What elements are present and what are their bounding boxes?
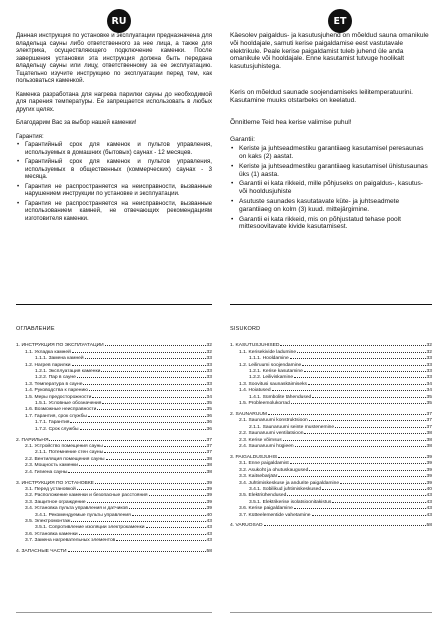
toc-entry-title: 3.3. Защитное ограждение [25, 499, 86, 505]
toc-entry-title: 3.1. Enne paigaldamist [239, 461, 289, 467]
et-table-of-contents [230, 326, 432, 530]
et-guarantee-item: • Keriste ja juhtseadmestiku garantiiaeg kasutamisel peresaunas on kaks (2) aastat. [230, 145, 432, 161]
toc-page-number: 37 [426, 418, 432, 424]
et-guarantee-item: • Keriste ja juhtseadmestiku garantiiaeg kasutamisel ühistusaunas üks (1) aasta. [230, 163, 432, 179]
toc-entry-title: 2.4. Гигиена сауны [25, 469, 68, 475]
toc-page-number: 39 [426, 467, 432, 473]
toc-page-number: 33 [426, 362, 432, 368]
toc-dot-leader [149, 495, 206, 496]
ru-guarantee-list [16, 141, 212, 222]
ru-intro-paragraph: Данная инструкция по установке и эксплуатации предназначена для владельца сауны либо ответственного за нее лица, а также для электрика, осуществляющего подключение каменки. После завершения установки эта инструкция должна быть передана владельцу сауны или лицу, ответственному за ее эксплуатацию. Тщательно изучите инструкцию по эксплуатации перед тем, как пользоваться каменкой. [16, 32, 212, 84]
toc-dot-leader [280, 345, 425, 346]
toc-dot-leader [312, 515, 426, 516]
toc-entry-title: 3.7. Замена нагревательных элементов [25, 538, 116, 544]
toc-dot-leader [287, 495, 425, 496]
toc-entry-title: 2.2. Saunaruumi ventilatsioon [239, 431, 304, 437]
toc-page-number: 32 [426, 349, 432, 355]
toc-dot-leader [92, 397, 205, 398]
toc-dot-leader [116, 540, 205, 541]
toc-dot-leader [70, 422, 205, 423]
toc-entry-title: 1.5. Меры предосторожности [25, 394, 92, 400]
toc-entry-title: 1.7. Гарантия, срок службы [25, 413, 87, 419]
ru-toc-entry[interactable] [16, 549, 212, 555]
toc-page-number: 39 [206, 486, 212, 492]
toc-entry-title: 4. ЗАПАСНЫЕ ЧАСТИ [16, 549, 67, 555]
toc-dot-leader [106, 459, 206, 460]
toc-entry-title: 1.4.1. Sümbolite tähendused [249, 394, 312, 400]
ru-section-divider [16, 304, 212, 305]
toc-entry-title: 2.1.1. Saunaruumi seinte mustenemine [249, 424, 335, 430]
toc-dot-leader [278, 476, 425, 477]
toc-page-number: 58 [206, 549, 212, 555]
ru-guarantee-item: • Гарантия не распространяется на неисправности, вызванные нарушением инструкции по установке и эксплуатации. [16, 183, 212, 198]
toc-entry-title: 3.6. Установка каменки [25, 531, 78, 537]
toc-page-number: 33 [206, 381, 212, 387]
toc-entry-title: 2.3. Kerise võimsus [239, 437, 282, 443]
et-guarantee-item: • Garantii ei kata rikkeid, mille põhjuseks on paigaldus-, kasutus- või hooldusjuhiste [230, 180, 432, 196]
toc-page-number: 39 [206, 499, 212, 505]
toc-entry-title: 1.3. Температура в сауне [25, 381, 83, 387]
toc-entry-title: 1.1.1. Hooldamine [249, 356, 289, 362]
toc-dot-leader [309, 420, 426, 421]
toc-dot-leader [340, 483, 426, 484]
toc-page-number: 38 [426, 444, 432, 449]
toc-entry-title: 1. KASUTUSJUHISED [230, 343, 280, 349]
toc-dot-leader [290, 358, 426, 359]
toc-page-number: 36 [206, 426, 212, 432]
toc-dot-leader [85, 358, 206, 359]
toc-dot-leader [335, 427, 425, 428]
toc-entry-title: 1.2. Нагрев парилки [25, 362, 71, 368]
toc-dot-leader [290, 463, 426, 464]
toc-page-number: 39 [206, 493, 212, 499]
toc-page-number: 43 [206, 531, 212, 537]
toc-entry-title: 2.4. Saunaruumi hügieen [239, 444, 294, 449]
toc-page-number: 37 [206, 450, 212, 456]
toc-page-number: 32 [426, 343, 432, 349]
toc-entry-title: 1.4. Руководства к парению [25, 388, 88, 394]
toc-page-number: 43 [206, 538, 212, 544]
et-guarantee-item: • Asutuste saunades kasutatavate küte- ja juhtseadmete garantiiaeg on kolm (3) kuud. mittejärgimine. [230, 198, 432, 214]
toc-dot-leader [102, 403, 205, 404]
toc-dot-leader [268, 414, 426, 415]
toc-entry-title: 1.1. Укладка камней [25, 349, 71, 355]
toc-entry-title: 4. VARUOSAD [230, 523, 263, 529]
et-guarantee-title: Garantii: [230, 136, 255, 144]
ru-guarantee-item: • Гарантия не распространяется на неисправности, вызванные использованием камней, не отвечающих рекомендациям изготовителя каменки. [16, 200, 212, 223]
toc-entry-title: 1.7.2. Срок службы [35, 426, 79, 432]
toc-page-number: 39 [206, 506, 212, 512]
toc-entry-title: 3.4.1. Sobilikud juhtimiskeskused [249, 486, 322, 492]
toc-page-number: 35 [206, 407, 212, 413]
toc-page-number: 38 [426, 437, 432, 443]
toc-dot-leader [101, 371, 205, 372]
toc-page-number: 33 [206, 362, 212, 368]
toc-dot-leader [68, 551, 206, 552]
toc-dot-leader [264, 525, 426, 526]
toc-page-number: 32 [206, 343, 212, 349]
et-purpose-paragraph: Keris on mõeldud saunade soojendamiseks leilitemperatuurini. Kasutamine muuks otstarbeks on keelatud. [230, 88, 413, 104]
toc-entry-title: 3.4. Juhtimiskeskuse ja andurite paigaldamine [239, 480, 340, 486]
toc-entry-title: 2.2. Вентиляция помещения сауны [25, 456, 105, 462]
toc-dot-leader [104, 452, 205, 453]
toc-page-number: 39 [426, 474, 432, 480]
toc-page-number: 37 [426, 411, 432, 417]
toc-dot-leader [304, 433, 425, 434]
toc-entry-title: 1.1. Kerisekivide ladumine [239, 349, 297, 355]
toc-page-number: 38 [426, 431, 432, 437]
toc-entry-title: 1.5.1. Условные обозначения [35, 401, 102, 407]
ru-guarantee-item: • Гарантийный срок для каменок и пультов управления, используемых в домашних (бытовых) саунах - 12 месяцев. [16, 141, 212, 156]
toc-dot-leader [95, 483, 206, 484]
ru-guarantee-title: Гарантия: [16, 132, 44, 140]
toc-page-number: 43 [206, 525, 212, 531]
toc-entry-title: 3.2. Расположение каменки и безопасные расстояния [25, 493, 148, 499]
toc-page-number: 43 [426, 499, 432, 505]
toc-entry-title: 1.6. Возможные неисправности [25, 407, 97, 413]
toc-page-number: 38 [206, 463, 212, 469]
toc-dot-leader [129, 508, 206, 509]
toc-dot-leader [304, 371, 426, 372]
toc-dot-leader [332, 502, 425, 503]
toc-dot-leader [97, 409, 205, 410]
toc-entry-title: 3.4. Установка пульта управления и датчиков [25, 506, 128, 512]
toc-page-number: 37 [206, 444, 212, 449]
toc-page-number: 34 [426, 388, 432, 394]
toc-entry-title: 3. ИНСТРУКЦИЯ ПО УСТАНОВКЕ [16, 480, 94, 486]
toc-dot-leader [322, 489, 426, 490]
toc-dot-leader [49, 440, 205, 441]
toc-dot-leader [79, 534, 206, 535]
language-badge-ru: RU [107, 9, 131, 33]
toc-dot-leader [308, 384, 426, 385]
toc-dot-leader [312, 397, 425, 398]
ru-toc-title: ОГЛАВЛЕНИЕ [16, 326, 55, 332]
toc-entry-title: 3. PAIGALDUSJUHIS [230, 454, 278, 460]
toc-page-number: 37 [426, 424, 432, 430]
toc-page-number: 36 [206, 413, 212, 419]
toc-page-number: 35 [206, 401, 212, 407]
toc-page-number: 33 [206, 369, 212, 375]
toc-page-number: 43 [426, 506, 432, 512]
toc-dot-leader [291, 403, 426, 404]
toc-page-number: 39 [426, 461, 432, 467]
et-guarantee-list [230, 145, 432, 231]
toc-entry-title: 3.7. Kütteelementide vahetamine [239, 512, 311, 518]
toc-dot-leader [294, 508, 426, 509]
toc-entry-title: 1.4. Hoiatused [239, 388, 271, 394]
toc-entry-title: 3.5. Elektriühendused [239, 493, 287, 499]
toc-dot-leader [80, 429, 206, 430]
toc-dot-leader [77, 489, 206, 490]
toc-dot-leader [302, 365, 425, 366]
toc-page-number: 33 [426, 375, 432, 381]
toc-dot-leader [278, 457, 425, 458]
toc-page-number: 40 [206, 512, 212, 518]
toc-dot-leader [297, 352, 425, 353]
toc-entry-title: 2.1. Устройство помещения сауны [25, 444, 103, 449]
toc-entry-title: 1.7.1. Гарантия [35, 420, 70, 426]
et-intro-paragraph: Käesolev paigaldus- ja kasutusjuhend on mõeldud sauna omanikule või hooldajale, samuti kerise paigaldamise eest vastutavale elektrikule. Peale kerise paigaldamist tuleb juhend üle anda omanikule või hooldajale. Enne kasutamist tutvuge hoolikalt kasutusjuhistega. [230, 32, 429, 71]
toc-page-number: 37 [206, 437, 212, 443]
toc-dot-leader [105, 345, 206, 346]
toc-page-number: 39 [426, 454, 432, 460]
toc-dot-leader [83, 384, 205, 385]
ru-purpose-paragraph: Каменка разработана для нагрева парилки сауны до необходимой для парения температуры. Ее запрещается использовать в любых других целях. [16, 90, 212, 113]
toc-entry-title: 1.2.1. Эксплуатация каменки [35, 369, 101, 375]
toc-entry-title: 2.3. Мощность каменки [25, 463, 79, 469]
toc-page-number: 40 [426, 486, 432, 492]
toc-dot-leader [88, 416, 206, 417]
language-badge-et: ET [328, 9, 352, 33]
toc-page-number: 33 [426, 369, 432, 375]
toc-dot-leader [294, 377, 426, 378]
toc-entry-title: 2. ПАРИЛЬНЯ [16, 437, 49, 443]
toc-entry-title: 1.2.2. Leiliviskamine [249, 375, 294, 381]
et-section-divider [230, 304, 432, 305]
toc-entry-title: 1.2.2. Пар в сауне [35, 375, 76, 381]
toc-page-number: 35 [426, 394, 432, 400]
toc-dot-leader [72, 365, 206, 366]
toc-page-number: 33 [426, 356, 432, 362]
toc-page-number: 43 [426, 493, 432, 499]
toc-page-number: 58 [426, 523, 432, 529]
et-bottom-rule [230, 612, 432, 613]
toc-entry-title: 1.2. Leiliruumi soojendamine [239, 362, 302, 368]
toc-page-number: 32 [206, 349, 212, 355]
toc-entry-title: 1. ИНСТРУКЦИЯ ПО ЭКСПЛУАТАЦИИ [16, 343, 104, 349]
toc-dot-leader [89, 390, 206, 391]
toc-dot-leader [146, 527, 206, 528]
toc-dot-leader [283, 440, 426, 441]
toc-entry-title: 3.4.1. Рекомендуемые пульты управления [35, 512, 131, 518]
toc-page-number: 43 [206, 518, 212, 524]
toc-entry-title: 1.1.1. Замена камней [35, 356, 84, 362]
toc-entry-title: 3.3. Kaitsebarjäär [239, 474, 278, 480]
toc-entry-title: 3.2. Asukoht ja ohutuskaugused [239, 467, 309, 473]
toc-entry-title: 1.2.1. Kerise kasutamine [249, 369, 303, 375]
toc-page-number: 34 [206, 388, 212, 394]
toc-dot-leader [295, 446, 426, 447]
ru-table-of-contents [16, 326, 212, 556]
toc-dot-leader [68, 472, 205, 473]
toc-entry-title: 3.1. Перед установкой [25, 486, 76, 492]
toc-page-number: 33 [206, 356, 212, 362]
toc-page-number: 38 [206, 456, 212, 462]
toc-entry-title: 2. SAUNARUUM [230, 411, 267, 417]
toc-page-number: 39 [206, 480, 212, 486]
ru-guarantee-item: • Гарантийный срок для каменок и пультов управления, используемых в общественных (коммерческих) саунах - 3 месяца. [16, 158, 212, 181]
toc-entry-title: 2.1.1. Потемнение стен сауны [35, 450, 104, 456]
ru-intro-column [16, 32, 212, 224]
toc-page-number: 38 [206, 469, 212, 475]
toc-dot-leader [132, 515, 206, 516]
et-thanks-paragraph: Õnnitleme Teid hea kerise valimise puhul! [230, 118, 352, 126]
toc-page-number: 39 [426, 480, 432, 486]
toc-page-number: 34 [206, 394, 212, 400]
toc-page-number: 34 [426, 381, 432, 387]
toc-dot-leader [71, 521, 205, 522]
ru-bottom-rule [16, 612, 212, 613]
toc-entry-title: 3.5.1. Elektrikerise isolatsioonitakistus [249, 499, 332, 505]
toc-page-number: 43 [426, 512, 432, 518]
et-toc-title: SISUKORD [230, 326, 261, 332]
toc-entry-title: 3.6. Kerise paigaldamine [239, 506, 293, 512]
toc-dot-leader [272, 390, 426, 391]
toc-page-number: 36 [206, 420, 212, 426]
toc-dot-leader [87, 502, 206, 503]
toc-dot-leader [104, 446, 206, 447]
et-toc-entry[interactable] [230, 523, 432, 529]
ru-thanks-paragraph: Благодарим Вас за выбор нашей каменки! [16, 119, 137, 126]
et-intro-column [230, 32, 432, 233]
toc-dot-leader [77, 377, 206, 378]
toc-entry-title: 1.5. Probleemolukorrad [239, 401, 290, 407]
toc-entry-title: 3.5.1. Сопротивление изоляции электрокаменки [35, 525, 145, 531]
toc-page-number: 33 [206, 375, 212, 381]
toc-entry-title: 1.3. Soovitusi saunaskäimiseks [239, 381, 307, 387]
et-guarantee-item: • Garantii ei kata rikkeid, mis on põhjustatud tehase poolt mittesoovitavate kivide kasutamisest. [230, 216, 432, 232]
toc-dot-leader [79, 465, 206, 466]
toc-entry-title: 3.5. Электромонтаж [25, 518, 71, 524]
toc-dot-leader [309, 470, 425, 471]
toc-page-number: 35 [426, 401, 432, 407]
toc-entry-title: 2.1. Saunaruumi konstruktsioon [239, 418, 308, 424]
toc-dot-leader [72, 352, 206, 353]
